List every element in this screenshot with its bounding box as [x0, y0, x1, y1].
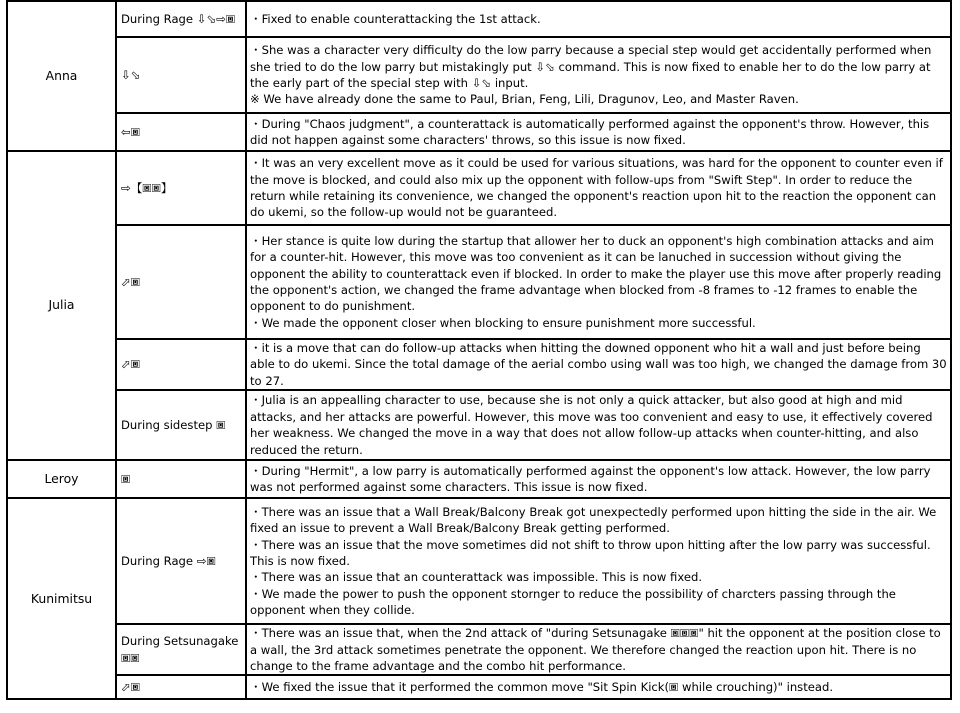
change-description	[246, 675, 951, 699]
description-line: ・It was an very excellent move as it could be used for various situations, was hard for the opponent to counter even if the move is blocked, and could also mix up the opponent with follow-ups from "Swift Step". In order to reduce the return while retaining its convenience, we changed the opponent's reaction upon hit to the reaction the opponent can do ukemi, so the follow-up would not be guaranteed.	[250, 156, 943, 220]
table-row	[7, 1, 951, 37]
move-command: ⬀🞖	[116, 339, 246, 390]
move-command: ⬀🞖	[116, 675, 246, 699]
character-name: Kunimitsu	[7, 498, 116, 699]
change-description	[246, 624, 951, 675]
change-description	[246, 113, 951, 151]
description-line: ・There was an issue that an counterattack was impossible. This is now fixed.	[250, 570, 703, 585]
character-name: Anna	[7, 1, 116, 151]
description-line: ・During "Hermit", a low parry is automatically performed against the opponent's low attack. However, the low parry was not performed against some characters. This issue is now fixed.	[250, 463, 931, 495]
table-row	[7, 225, 951, 339]
change-description	[246, 151, 951, 225]
change-description	[246, 225, 951, 339]
character-name: Leroy	[7, 460, 116, 498]
table-row	[7, 151, 951, 225]
move-command: ⇦🞖	[116, 113, 246, 151]
description-line: ・We made the power to push the opponent stornger to reduce the possibility of charcters passing through the opponent when they collide.	[250, 586, 896, 618]
description-line: ・We made the opponent closer when blocking to ensure punishment more successful.	[250, 315, 756, 330]
description-line: ・There was an issue that a Wall Break/Balcony Break got unexpectedly performed upon hitting the side in the air. We fixed an issue to prevent a Wall Break/Balcony Break getting performed.	[250, 504, 937, 536]
table-row	[7, 390, 951, 460]
table-row	[7, 113, 951, 151]
move-command: 🞖	[116, 460, 246, 498]
description-line: ・Fixed to enable counterattacking the 1st attack.	[250, 11, 541, 26]
move-command: ⬀🞖	[116, 225, 246, 339]
move-command: During sidestep 🞖	[116, 390, 246, 460]
table-row	[7, 339, 951, 390]
description-line: ・During "Chaos judgment", a counterattack is automatically performed against the opponent's throw. However, this did not happen against some characters' throws, so this issue is now fixed.	[250, 116, 930, 147]
table-row	[7, 624, 951, 675]
move-command: ⇨【🞖🞖】	[116, 151, 246, 225]
move-command: During Setsunagake 🞖🞖	[116, 624, 246, 675]
change-description	[246, 1, 951, 37]
character-name: Julia	[7, 151, 116, 460]
table-row	[7, 498, 951, 624]
description-line: ・Julia is an appealling character to use, because she is not only a quick attacker, but also good at high and mid attacks, and her attacks are powerful. However, this move was too convenient and easy to use, it effectively covered her weakness. We changed the move in a way that does not allow follow-up attacks when counter-hitting, and also reduced the return.	[250, 393, 933, 457]
patch-notes-table	[6, 0, 952, 700]
change-description	[246, 498, 951, 624]
move-command: ⇩⬂	[116, 37, 246, 113]
description-line: ・Her stance is quite low during the startup that allower her to duck an opponent's high combination attacks and aim for a counter-hit. However, this move was too convenient as it can be lanuched in succession without giving the opponent the ability to counterattack even if blocked. In order to make the player use this move after properly reading the opponent's action, we changed the frame advantage when blocked from -8 frames to -12 frames to enable the opponent to do punishment.	[250, 233, 942, 314]
description-line: ・There was an issue that, when the 2nd attack of "during Setsunagake 🞖🞖🞖" hit the opponent at the position close to a wall, the 3rd attack sometimes penetrate the opponent. We therefore changed the reaction upon hit. There is no change to the frame advantage and the combo hit performance.	[250, 626, 941, 674]
description-line: ・There was an issue that the move sometimes did not shift to throw upon hitting after the low parry was successful. This is now fixed.	[250, 537, 931, 569]
table-row	[7, 675, 951, 699]
change-description	[246, 37, 951, 113]
table-row	[7, 460, 951, 498]
move-command: During Rage ⇨🞖	[116, 498, 246, 624]
description-line: ・She was a character very difficulty do the low parry because a special step would get accidentally performed when she tried to do the low parry but mistakingly put ⇩⬂ command. This is now fixed to enable her to do the low parry at the early part of the special step with ⇩⬂ input.	[250, 43, 932, 90]
change-description	[246, 390, 951, 460]
change-description	[246, 460, 951, 498]
description-line: ・it is a move that can do follow-up attacks when hitting the downed opponent who hit a wall and just before being able to do ukemi. Since the total damage of the aerial combo using wall was too high, we changed the damage from 30 to 27.	[250, 341, 947, 388]
description-line: ※ We have already done the same to Paul, Brian, Feng, Lili, Dragunov, Leo, and Master Raven.	[250, 92, 799, 107]
table-row	[7, 37, 951, 113]
description-line: ・We fixed the issue that it performed the common move "Sit Spin Kick(🞖 while crouching)" instead.	[250, 680, 834, 695]
change-description	[246, 339, 951, 390]
move-command: During Rage ⇩⬂⇨🞖	[116, 1, 246, 37]
